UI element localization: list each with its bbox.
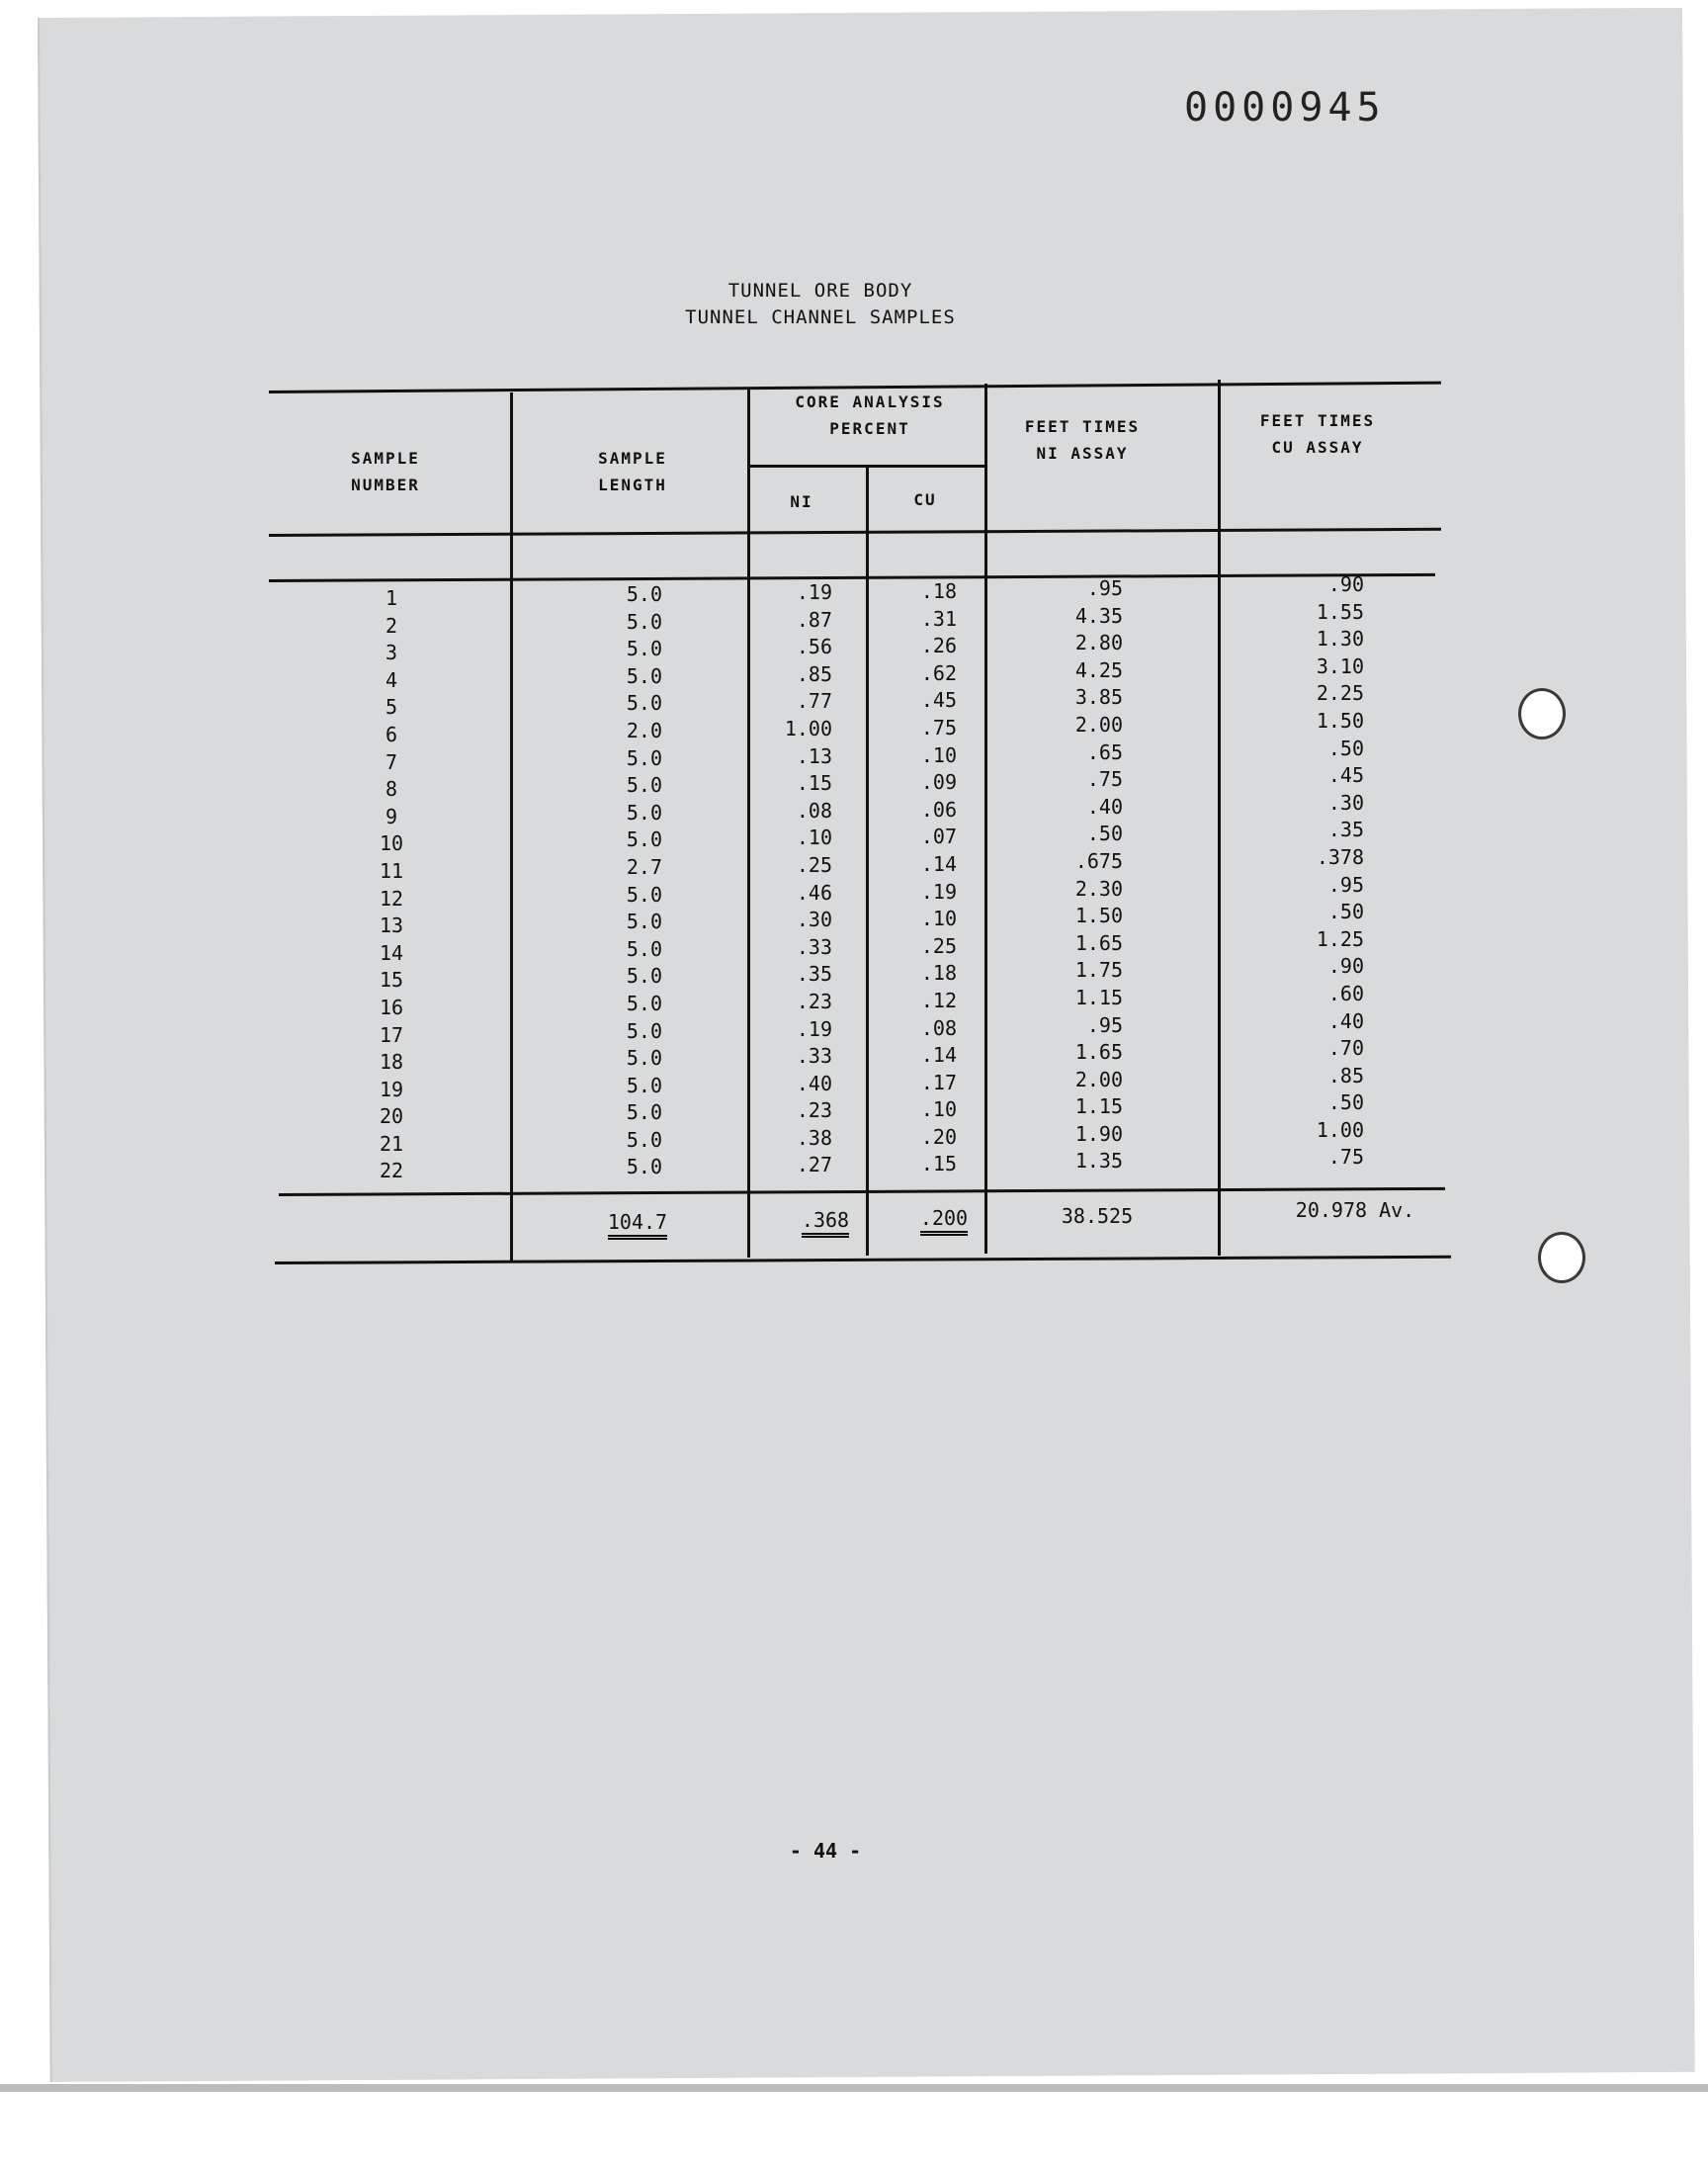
cu-cell: .08 <box>920 1015 957 1040</box>
sample-length-cell: 5.0 <box>626 691 662 716</box>
feet-times-cu-cell: .45 <box>1327 763 1364 788</box>
sample-number-cell: 12 <box>379 886 404 911</box>
feet-times-cu-cell: .60 <box>1327 981 1364 1005</box>
sample-number-cell: 7 <box>384 749 398 774</box>
feet-times-cu-cell: 1.55 <box>1316 599 1364 624</box>
feet-times-ni-cell: .65 <box>1086 740 1123 764</box>
feet-times-cu-cell: .75 <box>1327 1145 1364 1170</box>
cu-cell: .12 <box>920 988 957 1012</box>
header-core-analysis: CORE ANALYSIS PERCENT <box>795 392 945 438</box>
ni-cell: .08 <box>796 798 832 823</box>
sample-length-cell: 5.0 <box>626 637 662 661</box>
ni-cell: .46 <box>796 880 832 905</box>
feet-times-ni-cell: 1.65 <box>1074 930 1123 955</box>
header-feet-times-cu: FEET TIMES CU ASSAY <box>1259 411 1376 457</box>
sample-length-cell: 2.7 <box>626 854 662 879</box>
feet-times-cu-cell: 1.50 <box>1316 708 1364 733</box>
feet-times-ni-column <box>1028 575 1123 1175</box>
ni-cell: .23 <box>796 989 832 1013</box>
sample-length-cell: 5.0 <box>626 745 662 770</box>
sample-number-cell: 21 <box>379 1131 404 1156</box>
feet-times-ni-cell: 1.15 <box>1074 985 1123 1009</box>
cu-cell: .75 <box>920 715 957 740</box>
sample-number-cell: 16 <box>379 995 404 1019</box>
ni-cell: .35 <box>796 962 832 987</box>
cu-cell: .17 <box>920 1070 957 1094</box>
sample-number-cell: 8 <box>384 777 398 802</box>
ni-cell: .33 <box>796 934 832 959</box>
ni-cell: .15 <box>796 771 832 796</box>
feet-times-ni-cell: .50 <box>1086 822 1123 846</box>
sample-length-cell: 5.0 <box>626 882 662 907</box>
cu-cell: .20 <box>920 1124 957 1149</box>
sample-length-cell: 5.0 <box>626 1046 662 1071</box>
ni-cell: .56 <box>796 635 832 659</box>
cu-cell: .25 <box>920 933 957 958</box>
feet-times-cu-cell: .50 <box>1327 1090 1364 1115</box>
title-line-1: TUNNEL ORE BODY <box>727 280 913 302</box>
feet-times-ni-cell: 2.00 <box>1074 1067 1123 1091</box>
feet-times-ni-cell: 2.00 <box>1074 712 1123 737</box>
feet-times-cu-cell: 3.10 <box>1316 653 1364 678</box>
document-number: 0000945 <box>1184 85 1386 130</box>
sample-number-cell: 20 <box>379 1104 404 1129</box>
feet-times-cu-cell: .90 <box>1327 954 1364 979</box>
cu-cell: .15 <box>920 1152 957 1176</box>
feet-times-ni-cell: .675 <box>1074 848 1123 873</box>
feet-times-ni-cell: 1.35 <box>1074 1149 1123 1174</box>
sample-length-cell: 5.0 <box>626 964 662 989</box>
ni-column <box>759 579 832 1179</box>
sample-number-cell: 22 <box>379 1159 404 1183</box>
sample-number-cell: 14 <box>379 940 404 965</box>
cu-cell: .09 <box>920 770 957 795</box>
sample-number-cell: 2 <box>384 613 398 638</box>
feet-times-cu-cell: .30 <box>1327 790 1364 815</box>
ni-cell: .87 <box>796 607 832 632</box>
feet-times-ni-cell: .75 <box>1086 767 1123 792</box>
sample-length-cell: 5.0 <box>626 991 662 1015</box>
ni-cell: .85 <box>796 661 832 686</box>
feet-times-ni-cell: 4.25 <box>1074 657 1123 682</box>
feet-times-ni-cell: .95 <box>1086 1012 1123 1037</box>
header-ni: NI <box>790 492 813 511</box>
sample-length-cell: 2.0 <box>626 718 662 742</box>
sample-number-cell: 9 <box>384 804 398 828</box>
sample-number-cell: 13 <box>379 914 404 938</box>
feet-times-ni-cell: 2.80 <box>1074 631 1123 655</box>
total-feet-times-ni: 38.525 <box>1061 1204 1134 1228</box>
feet-times-ni-cell: 3.85 <box>1074 685 1123 710</box>
feet-times-cu-cell: .95 <box>1327 872 1364 897</box>
column-divider-5 <box>1218 380 1221 1256</box>
ni-cell: .23 <box>796 1098 832 1123</box>
sample-length-cell: 5.0 <box>626 910 662 934</box>
sample-number-cell: 10 <box>379 831 404 856</box>
feet-times-ni-cell: 4.35 <box>1074 603 1123 628</box>
feet-times-cu-cell: .35 <box>1327 818 1364 842</box>
sample-number-cell: 1 <box>384 586 398 610</box>
sample-length-cell: 5.0 <box>626 582 662 606</box>
header-sample-length: SAMPLE LENGTH <box>598 449 667 494</box>
feet-times-ni-cell: 1.75 <box>1074 958 1123 983</box>
total-ni: .368 <box>791 1208 860 1232</box>
feet-times-cu-column <box>1275 571 1364 1172</box>
title-line-2: TUNNEL CHANNEL SAMPLES <box>685 306 956 328</box>
header-cu: CU <box>913 490 937 509</box>
cu-cell: .18 <box>920 961 957 986</box>
sample-length-cell: 5.0 <box>626 936 662 961</box>
sample-number-cell: 17 <box>379 1022 404 1047</box>
feet-times-cu-cell: 2.25 <box>1316 681 1364 706</box>
sample-number-cell: 3 <box>384 641 398 665</box>
sample-length-cell: 5.0 <box>626 1018 662 1043</box>
cu-cell: .19 <box>920 879 957 904</box>
cu-cell: .06 <box>920 797 957 822</box>
punch-hole-upper <box>1518 688 1566 740</box>
sample-length-cell: 5.0 <box>626 1127 662 1152</box>
feet-times-cu-cell: 1.30 <box>1316 627 1364 652</box>
header-feet-times-ni: FEET TIMES NI ASSAY <box>1024 417 1141 463</box>
cu-cell: .10 <box>920 1097 957 1122</box>
sample-length-cell: 5.0 <box>626 1073 662 1097</box>
feet-times-ni-cell: .95 <box>1086 576 1123 600</box>
page-number: - 44 - <box>789 1839 862 1863</box>
total-sample-length: 104.7 <box>593 1210 682 1234</box>
column-divider-4 <box>984 384 987 1254</box>
sample-number-cell: 11 <box>379 858 404 883</box>
feet-times-ni-cell: 1.90 <box>1074 1121 1123 1146</box>
sample-length-cell: 5.0 <box>626 1100 662 1125</box>
cu-cell: .10 <box>920 907 957 931</box>
sample-number-cell: 6 <box>384 722 398 746</box>
punch-hole-lower <box>1538 1232 1585 1283</box>
feet-times-cu-cell: .50 <box>1327 900 1364 924</box>
sample-length-column <box>583 581 662 1181</box>
feet-times-cu-cell: .50 <box>1327 736 1364 760</box>
feet-times-cu-cell: 1.25 <box>1316 926 1364 951</box>
sample-number-cell: 18 <box>379 1050 404 1075</box>
cu-cell: .07 <box>920 825 957 849</box>
cu-cell: .18 <box>920 579 957 603</box>
ni-cell: .10 <box>796 826 832 850</box>
cu-cell: .26 <box>920 634 957 658</box>
ni-cell: .19 <box>796 1016 832 1041</box>
sample-length-cell: 5.0 <box>626 827 662 852</box>
ni-cell: .40 <box>796 1071 832 1095</box>
feet-times-ni-cell: 1.65 <box>1074 1040 1123 1065</box>
ni-cell: .25 <box>796 852 832 877</box>
sample-number-cell: 5 <box>384 695 398 720</box>
feet-times-ni-cell: 1.15 <box>1074 1094 1123 1119</box>
sample-number-cell: 4 <box>384 667 398 692</box>
feet-times-cu-cell: .85 <box>1327 1063 1364 1088</box>
sample-number-column <box>362 585 421 1185</box>
feet-times-ni-cell: .40 <box>1086 794 1123 819</box>
ni-cell: .27 <box>796 1153 832 1177</box>
feet-times-cu-cell: .90 <box>1327 572 1364 596</box>
feet-times-cu-cell: .378 <box>1316 844 1364 869</box>
feet-times-cu-cell: .70 <box>1327 1036 1364 1061</box>
header-sample-number: SAMPLE NUMBER <box>351 449 420 494</box>
sample-length-cell: 5.0 <box>626 663 662 688</box>
feet-times-cu-cell: .40 <box>1327 1008 1364 1033</box>
sample-number-cell: 15 <box>379 968 404 993</box>
sample-length-cell: 5.0 <box>626 800 662 825</box>
cu-cell: .45 <box>920 688 957 713</box>
sample-length-cell: 5.0 <box>626 773 662 798</box>
ni-cell: .30 <box>796 908 832 932</box>
ni-cell: 1.00 <box>784 716 832 740</box>
column-divider-3 <box>866 465 869 1256</box>
feet-times-ni-cell: 1.50 <box>1074 904 1123 928</box>
total-feet-times-cu: 20.978 Av. <box>1295 1198 1415 1222</box>
total-cu: .200 <box>909 1206 979 1230</box>
ni-cell: .33 <box>796 1044 832 1069</box>
sample-number-cell: 19 <box>379 1077 404 1101</box>
column-divider-1 <box>510 392 513 1262</box>
column-divider-2 <box>747 388 750 1258</box>
sample-length-cell: 5.0 <box>626 1155 662 1179</box>
cu-column <box>880 578 957 1178</box>
ni-cell: .77 <box>796 689 832 714</box>
ni-cell: .38 <box>796 1125 832 1150</box>
feet-times-ni-cell: 2.30 <box>1074 876 1123 901</box>
cu-cell: .14 <box>920 851 957 876</box>
page-edge <box>0 2084 1708 2092</box>
ni-cell: .13 <box>796 743 832 768</box>
feet-times-cu-cell: 1.00 <box>1316 1117 1364 1142</box>
sample-length-cell: 5.0 <box>626 609 662 634</box>
ni-cell: .19 <box>796 580 832 604</box>
cu-cell: .31 <box>920 606 957 631</box>
cu-cell: .10 <box>920 742 957 767</box>
cu-cell: .62 <box>920 660 957 685</box>
cu-cell: .14 <box>920 1043 957 1068</box>
